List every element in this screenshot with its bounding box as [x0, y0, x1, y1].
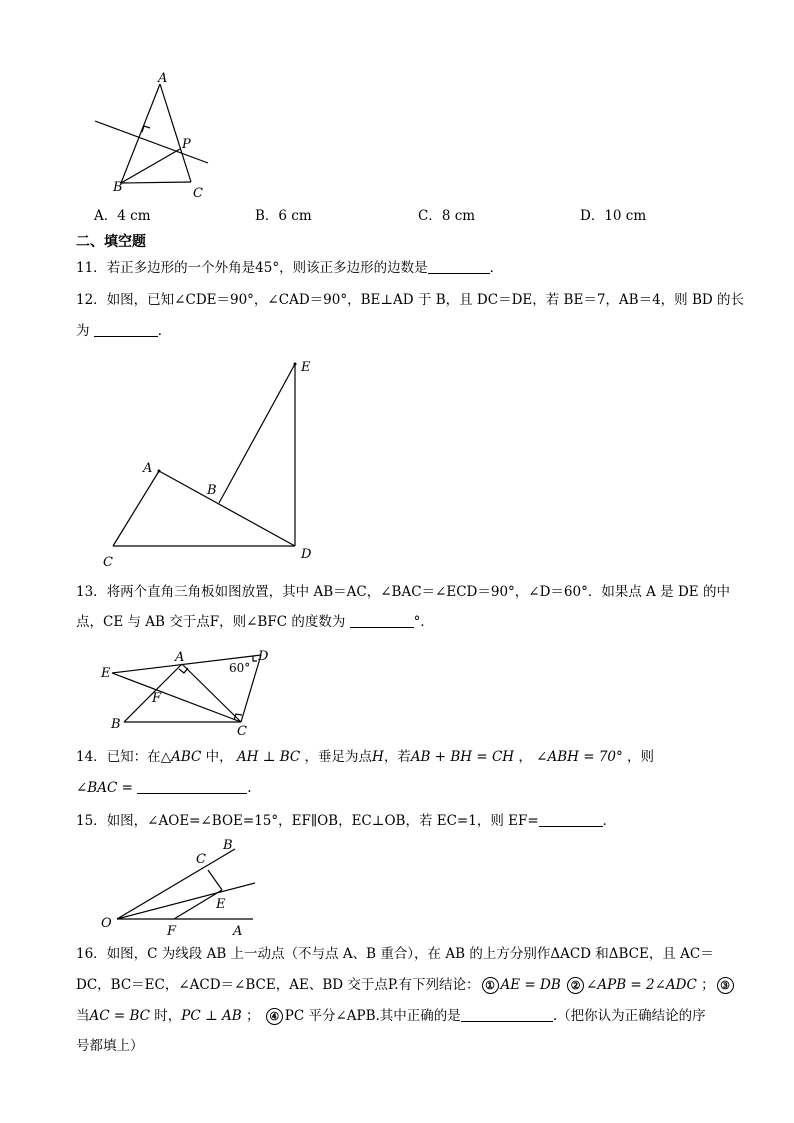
- question-14-line2: ∠BAC = .: [76, 780, 252, 796]
- label-d: D: [301, 547, 312, 562]
- segment-bp: [121, 149, 180, 183]
- option-b[interactable]: B．6 cm: [255, 208, 312, 224]
- answer-blank-13[interactable]: [350, 613, 414, 628]
- perp-bisector-line: [95, 121, 208, 163]
- figure-q13: [95, 645, 285, 740]
- label-c: C: [193, 186, 203, 201]
- side-bc: [121, 182, 191, 183]
- answer-blank-16[interactable]: [461, 1007, 553, 1022]
- side-ac: [160, 84, 191, 182]
- option-a[interactable]: A．4 cm: [94, 208, 151, 224]
- label-p: P: [182, 137, 191, 152]
- label-a: A: [175, 650, 185, 665]
- section-title: 二、填空题: [76, 234, 146, 250]
- question-14-line1: 14．已知：在△ABC 中， AH ⊥ BC ，垂足为点H，若AB + BH = CH ， ∠ABH = 70° ，则: [76, 749, 655, 765]
- answer-blank-14[interactable]: [137, 779, 247, 794]
- label-e: E: [301, 360, 311, 375]
- label-b: B: [223, 838, 233, 853]
- label-e: E: [101, 666, 111, 681]
- answer-blank-15[interactable]: [539, 812, 603, 827]
- question-11: 11．若正多边形的一个外角是45°，则该正多边形的边数是 ．: [76, 260, 504, 276]
- side-ab: [121, 84, 160, 183]
- label-d: D: [258, 649, 269, 664]
- segment-ac: [113, 471, 159, 546]
- answer-blank-12[interactable]: [94, 322, 158, 337]
- question-13-line2: 点，CE 与 AB 交于点F，则∠BFC 的度数为 °．: [76, 614, 434, 630]
- figure-q12: [95, 355, 325, 570]
- figure-q15: [95, 835, 265, 940]
- right-angle-a: [179, 668, 188, 673]
- option-d[interactable]: D．10 cm: [580, 208, 647, 224]
- label-c: C: [103, 555, 113, 570]
- question-15: 15．如图，∠AOE=∠BOE=15°，EF∥OB，EC⊥OB，若 EC=1，则 EF= ．: [76, 813, 617, 829]
- ray-oe: [117, 883, 255, 919]
- question-13-line1: 13．将两个直角三角板如图放置，其中 AB＝AC，∠BAC＝∠ECD＝90°，∠D＝60°．如果点 A 是 DE 的中: [76, 584, 730, 600]
- question-16-line3: 当AC = BC 时，PC ⊥ AB ； ④ PC 平分∠APB.其中正确的是 .（把你认为正确结论的序: [76, 1008, 706, 1024]
- label-e: E: [216, 897, 226, 912]
- answer-blank-11[interactable]: [428, 259, 490, 274]
- angle-mark-d: [253, 656, 257, 661]
- question-12-line1: 12．如图，已知∠CDE＝90°，∠CAD＝90°，BE⊥AD 于 B，且 DC＝DE，若 BE＝7，AB＝4，则 BD 的长: [76, 292, 744, 308]
- label-o: O: [101, 916, 112, 931]
- label-angle: 60°: [229, 661, 251, 675]
- label-f: F: [152, 691, 162, 706]
- segment-fe: [174, 890, 222, 919]
- question-12-line2: 为 ．: [76, 323, 172, 339]
- option-c[interactable]: C．8 cm: [418, 208, 476, 224]
- question-16-line4: 号都填上）: [76, 1038, 144, 1054]
- figure-q10: [85, 70, 225, 205]
- label-b: B: [207, 483, 217, 498]
- label-a: A: [233, 924, 243, 939]
- label-b: B: [113, 180, 123, 195]
- label-a: A: [143, 461, 153, 476]
- segment-ad: [159, 471, 295, 546]
- segment-eb: [219, 364, 295, 503]
- question-16-line2: DC，BC＝EC，∠ACD＝∠BCE，AE、BD 交于点P.有下列结论： ① AE = DB ② ∠APB = 2∠ADC ； ③: [76, 976, 736, 994]
- question-16-line1: 16．如图，C 为线段 AB 上一动点（不与点 A、B 重合），在 AB 的上方分别作ΔACD 和ΔBCE，且 AC＝: [76, 946, 714, 962]
- label-b: B: [111, 717, 121, 732]
- segment-ce: [208, 870, 222, 890]
- label-c: C: [196, 852, 206, 867]
- label-f: F: [167, 924, 177, 939]
- label-c: C: [237, 724, 247, 739]
- label-a: A: [158, 71, 168, 86]
- right-angle-mark: [142, 126, 150, 132]
